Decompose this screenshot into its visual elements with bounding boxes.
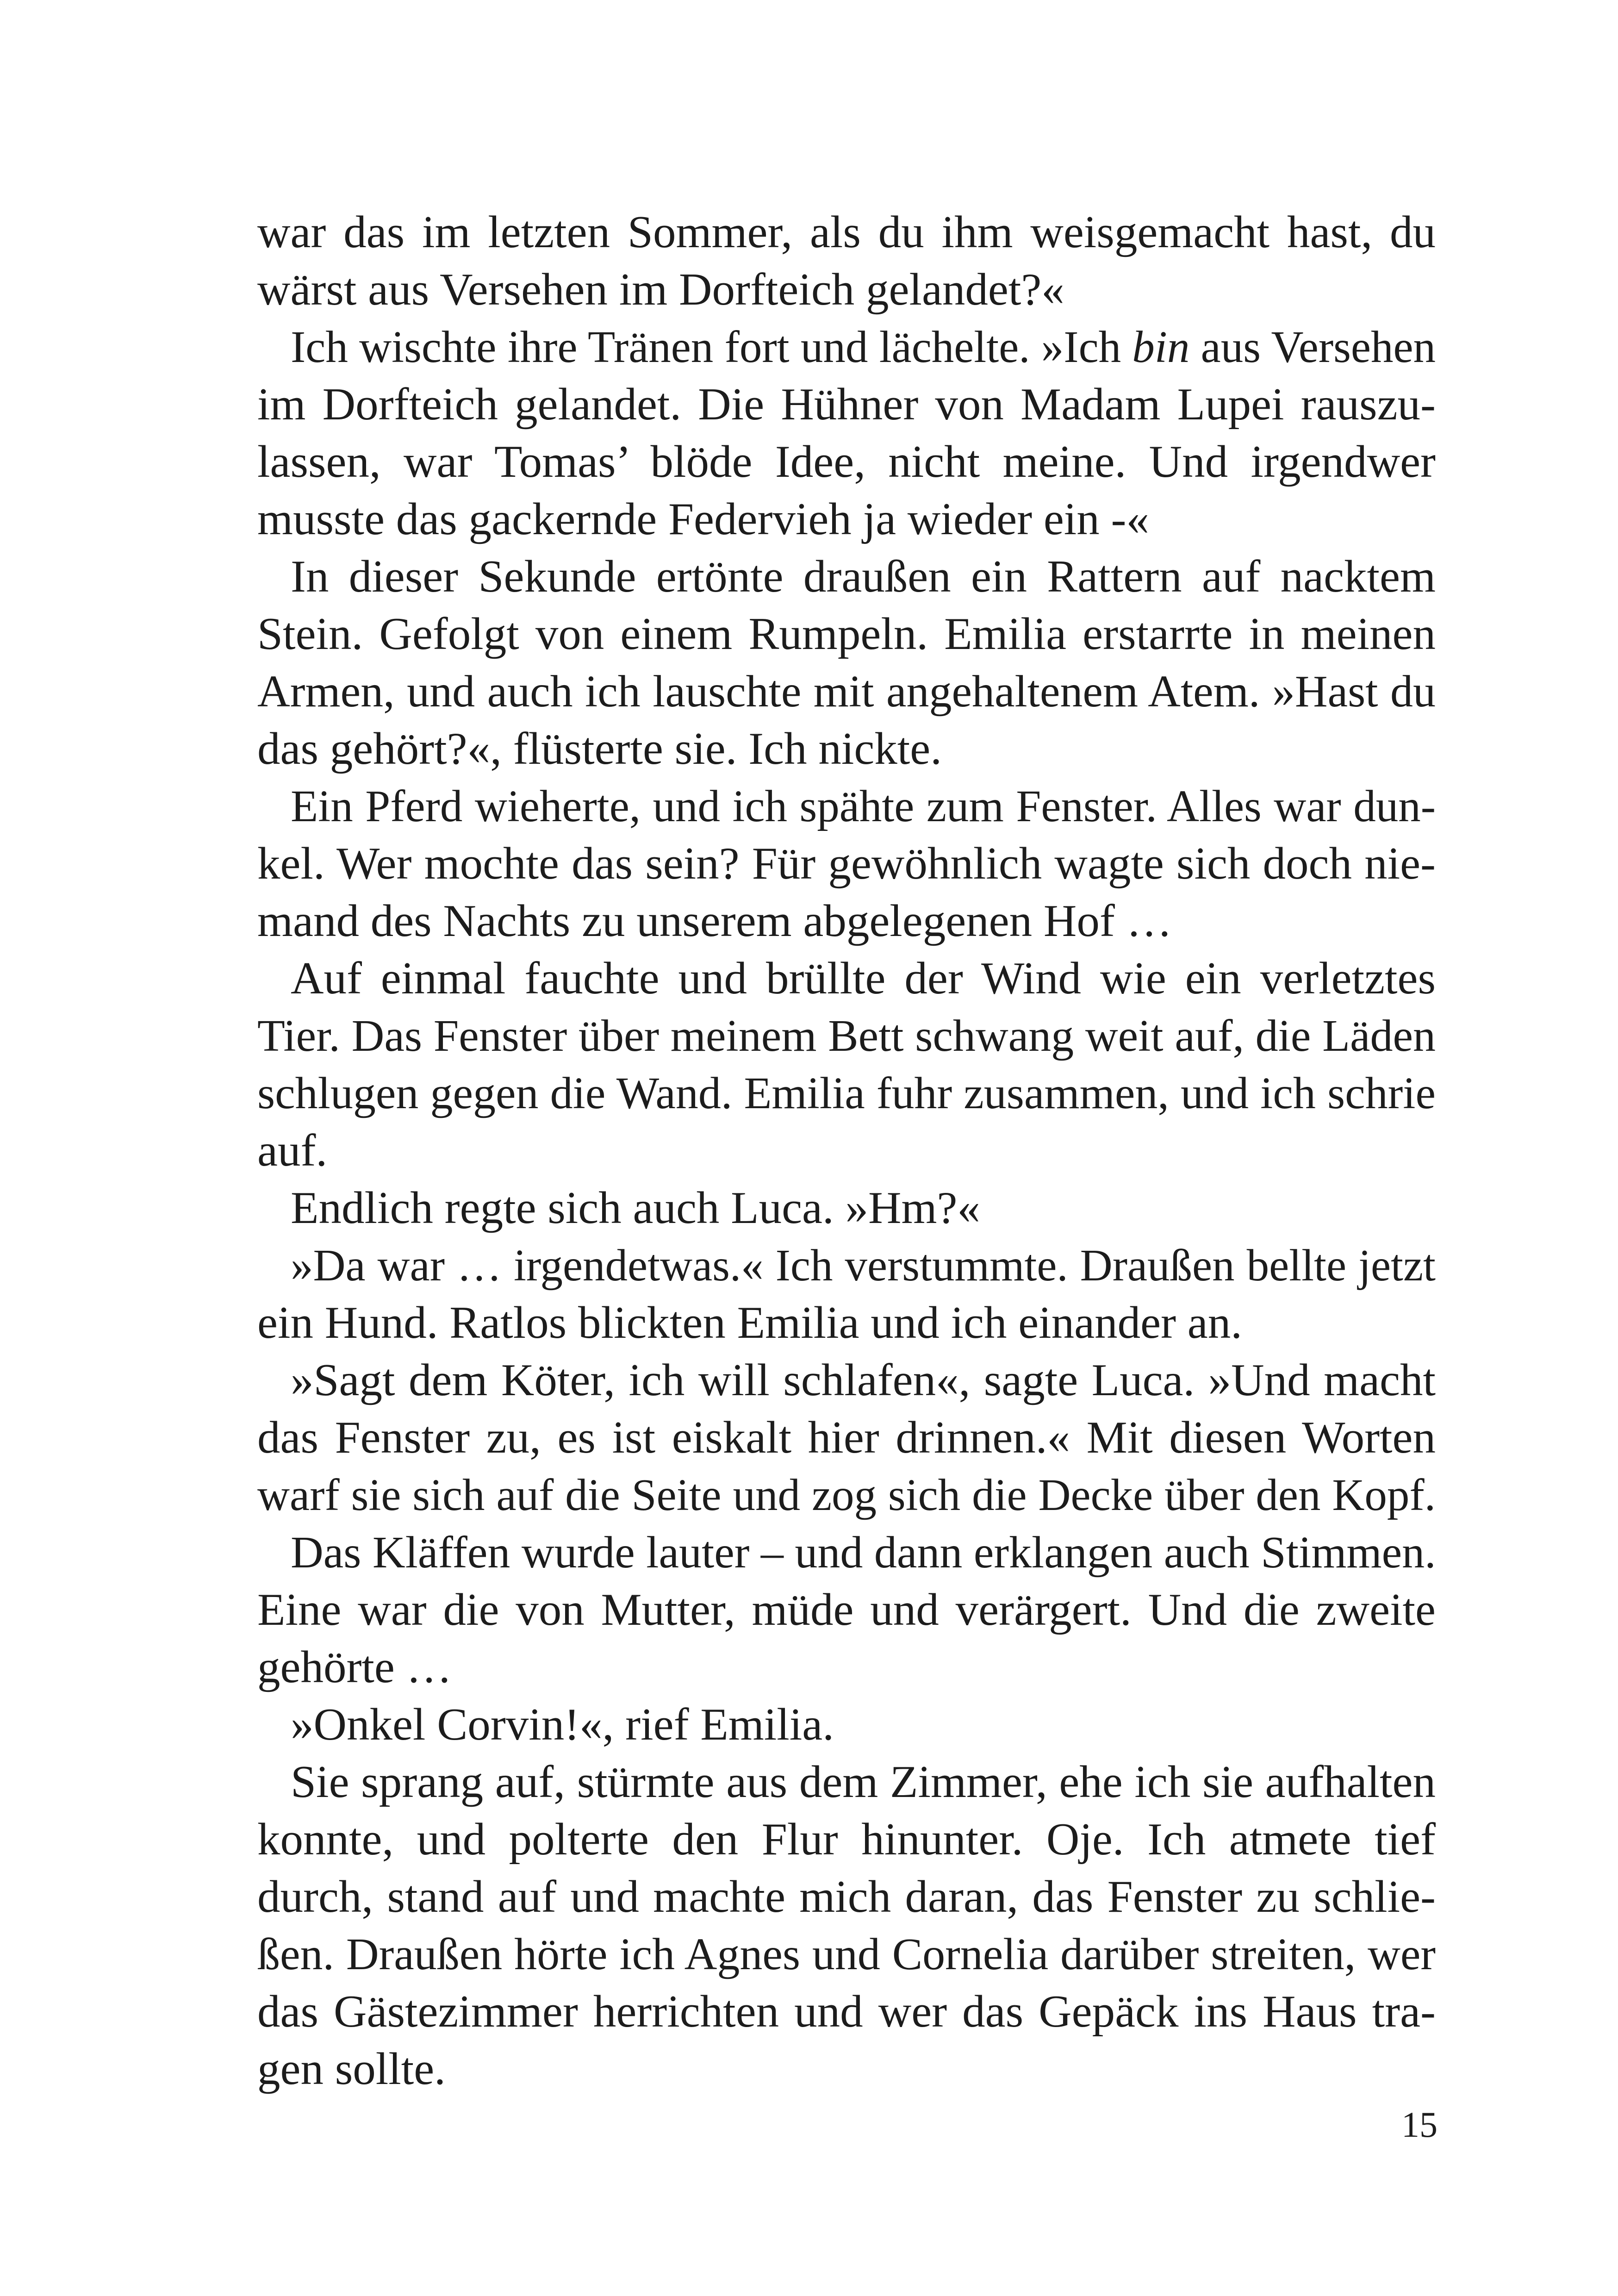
text-line: Eine war die von Mutter, müde und verärgert. Und die zweite — [257, 1585, 1436, 1635]
text-line: musste das gackernde Federvieh ja wieder ein -« — [257, 494, 1150, 544]
text-line: gen sollte. — [257, 2044, 446, 2094]
text-line: Ein Pferd wieherte, und ich spähte zum Fenster. Alles war dun- — [291, 781, 1436, 831]
text-line: schlugen gegen die Wand. Emilia fuhr zusammen, und ich schrie — [257, 1068, 1436, 1118]
text-line: lassen, war Tomas’ blöde Idee, nicht meine. Und irgendwer — [257, 437, 1436, 487]
body-text — [257, 204, 1436, 2098]
text-line: war das im letzten Sommer, als du ihm weisgemacht hast, du — [257, 207, 1436, 257]
text-line: wärst aus Versehen im Dorfteich gelandet?« — [257, 264, 1064, 315]
text-line: »Sagt dem Köter, ich will schlafen«, sagte Luca. »Und macht — [291, 1355, 1436, 1405]
text-line: Endlich regte sich auch Luca. »Hm?« — [291, 1183, 980, 1233]
text-line: das Gästezimmer herrichten und wer das Gepäck ins Haus tra- — [257, 1986, 1436, 2037]
text-line: auf. — [257, 1125, 328, 1176]
text-line — [257, 318, 1436, 376]
text-line: konnte, und polterte den Flur hinunter. Oje. Ich atmete tief — [257, 1814, 1436, 1865]
text-line: »Da war … irgendetwas.« Ich verstummte. Draußen bellte jetzt — [291, 1241, 1436, 1290]
text-line: Sie sprang auf, stürmte aus dem Zimmer, ehe ich sie aufhalten — [291, 1757, 1436, 1807]
text-line: Das Kläffen wurde lauter – und dann erklangen auch Stimmen. — [291, 1528, 1436, 1578]
text-line: mand des Nachts zu unserem abgelegenen Hof … — [257, 896, 1172, 946]
text-line: das gehört?«, flüsterte sie. Ich nickte. — [257, 724, 942, 774]
text-line: Armen, und auch ich lauschte mit angehaltenem Atem. »Hast du — [257, 667, 1436, 717]
text-line: Tier. Das Fenster über meinem Bett schwang weit auf, die Läden — [257, 1011, 1436, 1061]
text-line: das Fenster zu, es ist eiskalt hier drinnen.« Mit diesen Worten — [257, 1412, 1436, 1463]
text-line: im Dorfteich gelandet. Die Hühner von Madam Lupei rauszu- — [257, 379, 1436, 430]
text-segment: aus Versehen — [1189, 322, 1436, 372]
text-line: gehörte … — [257, 1642, 452, 1692]
page-number: 15 — [1401, 2104, 1438, 2145]
text-segment: Ich wischte ihre Tränen fort und lächelte. »Ich — [291, 322, 1133, 372]
text-line: ein Hund. Ratlos blickten Emilia und ich einander an. — [257, 1298, 1242, 1348]
text-line: »Onkel Corvin!«, rief Emilia. — [291, 1699, 834, 1750]
text-line: In dieser Sekunde ertönte draußen ein Rattern auf nacktem — [291, 551, 1436, 602]
text-line: Auf einmal fauchte und brüllte der Wind wie ein verletztes — [291, 953, 1436, 1004]
text-line: warf sie sich auf die Seite und zog sich die Decke über den Kopf. — [257, 1470, 1436, 1520]
text-line: ßen. Draußen hörte ich Agnes und Cornelia darüber streiten, wer — [257, 1929, 1436, 1979]
text-line: durch, stand auf und machte mich daran, das Fenster zu schlie- — [257, 1872, 1436, 1922]
emphasized-word: bin — [1132, 322, 1190, 372]
text-line: kel. Wer mochte das sein? Für gewöhnlich wagte sich doch nie- — [257, 838, 1436, 889]
text-line: Stein. Gefolgt von einem Rumpeln. Emilia erstarrte in meinen — [257, 609, 1436, 659]
